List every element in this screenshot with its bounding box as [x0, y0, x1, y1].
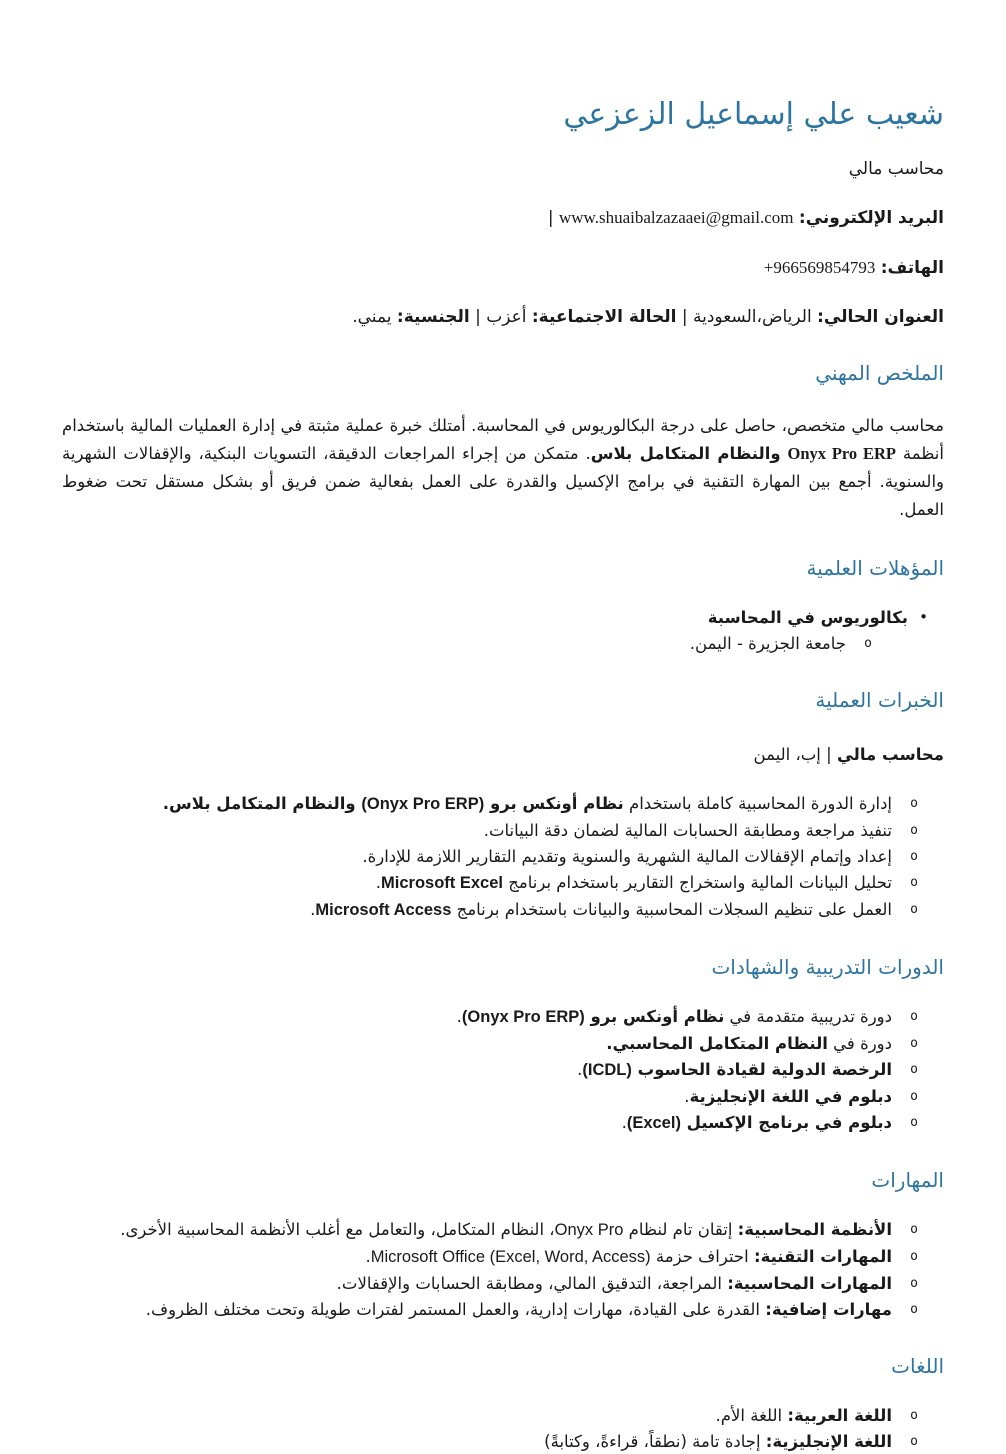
- skill-item-text: مهارات إضافية: القدرة على القيادة، مهارات إدارية، والعمل المستمر لفترات طويلة وتحت مختلف الظروف.: [145, 1299, 892, 1319]
- courses-list: [62, 1004, 944, 1136]
- experience-item-text: تنفيذ مراجعة ومطابقة الحسابات المالية لضمان دقة البيانات.: [483, 820, 892, 840]
- email-label: البريد الإلكتروني:: [798, 207, 944, 228]
- language-item-text: اللغة العربية: اللغة الأم.: [715, 1405, 892, 1425]
- list-item-degree: [62, 605, 930, 630]
- bullet-circle-marker: o: [910, 1061, 918, 1077]
- section-heading-languages: اللغات: [891, 1353, 944, 1378]
- marital-label: الحالة الاجتماعية:: [531, 307, 677, 328]
- nationality-value: يمني.: [352, 307, 392, 328]
- experience-item-text: تحليل البيانات المالية واستخراج التقارير باستخدام برنامج Microsoft Excel.: [375, 872, 892, 892]
- education-list: [62, 605, 944, 656]
- experience-item-text: إعداد وإتمام الإقفالات المالية الشهرية والسنوية وتقديم التقارير اللازمة للإدارة.: [362, 846, 892, 866]
- university-text: جامعة الجزيرة - اليمن.: [689, 634, 846, 654]
- bullet-circle-marker: o: [910, 901, 918, 917]
- skill-item-text: الأنظمة المحاسبية: إتقان تام لنظام Onyx Pro، النظام المتكامل، والتعامل مع أغلب الأنظمة المحاسبية الأخرى.: [120, 1219, 892, 1239]
- role-title: محاسب مالي: [836, 745, 944, 765]
- list-item: [62, 791, 922, 817]
- language-item-text: اللغة الإنجليزية: إجادة تامة (نطقاً، قراءةً، وكتابةً): [544, 1431, 892, 1451]
- address-label: العنوان الحالي:: [817, 307, 944, 328]
- email-separator: |: [547, 207, 554, 228]
- phone-value: +966569854793: [763, 257, 876, 277]
- email-value: www.shuaibalzazaaei@gmail.com: [559, 207, 794, 227]
- separator: |: [475, 307, 481, 328]
- bullet-circle-marker: o: [910, 1248, 918, 1264]
- bullet-circle-marker: o: [910, 1008, 918, 1024]
- list-item: [62, 844, 922, 869]
- list-item: [62, 1244, 922, 1270]
- languages-list: [62, 1403, 944, 1454]
- candidate-name: شعيب علي إسماعيل الزعزعي: [563, 97, 944, 132]
- separator: |: [681, 307, 688, 328]
- experience-role-line: [62, 743, 944, 766]
- bullet-disc-marker: •: [919, 608, 928, 627]
- section-heading-summary: الملخص المهني: [815, 361, 944, 386]
- summary-text: محاسب مالي متخصص، حاصل على درجة البكالوريوس في المحاسبة. أمتلك خبرة عملية مثبتة في إدارة العمليات المالية باستخدام أنظمة Onyx Pro ERP والنظام المتكامل بلاس. متمكن من إجراء المراجعات الدقيقة، التسويات البنكية، والإقفالات الشهرية والسنوية. أجمع بين المهارة التقنية في برامج الإكسيل والقدرة على العمل بفعالية ضمن فريق أو بشكل مستقل تحت ضغوط العمل.: [62, 416, 944, 520]
- skill-item-text: المهارات التقنية: احتراف حزمة Microsoft Office (Excel, Word, Access).: [365, 1246, 892, 1266]
- skill-item-text: المهارات المحاسبية: المراجعة، التدقيق المالي، ومطابقة الحسابات والإقفالات.: [336, 1273, 892, 1293]
- bullet-circle-marker: o: [910, 1088, 918, 1104]
- bullet-circle-marker: o: [910, 822, 918, 838]
- list-item-university: [62, 631, 876, 656]
- section-heading-skills: المهارات: [871, 1167, 944, 1192]
- list-item: [62, 1403, 922, 1428]
- nationality-label: الجنسية:: [396, 307, 470, 328]
- list-item: [62, 1084, 922, 1109]
- section-heading-courses: الدورات التدريبية والشهادات: [711, 954, 944, 979]
- phone-label: الهاتف:: [880, 257, 944, 278]
- course-item-text: دبلوم في اللغة الإنجليزية.: [684, 1086, 892, 1106]
- list-item: [62, 1110, 922, 1136]
- list-item: [62, 870, 922, 896]
- experience-list: [62, 791, 944, 923]
- section-heading-experience: الخبرات العملية: [815, 688, 944, 713]
- phone-line: [62, 257, 944, 280]
- address-line: [62, 306, 944, 329]
- list-item: [62, 1031, 922, 1056]
- list-item: [62, 1429, 922, 1454]
- degree-text: بكالوريوس في المحاسبة: [707, 608, 908, 628]
- bullet-circle-marker: o: [910, 1407, 918, 1423]
- list-item: [62, 1217, 922, 1243]
- experience-item-text: العمل على تنظيم السجلات المحاسبية والبيانات باستخدام برنامج Microsoft Access.: [310, 899, 892, 919]
- section-heading-education: المؤهلات العلمية: [806, 556, 944, 581]
- bullet-circle-marker: o: [910, 795, 918, 811]
- list-item: [62, 1004, 922, 1030]
- address-value: الرياض،السعودية: [693, 307, 812, 328]
- job-title: محاسب مالي: [848, 158, 944, 179]
- bullet-circle-marker: o: [910, 1275, 918, 1291]
- list-item: [62, 1057, 922, 1083]
- bullet-circle-marker: o: [910, 1114, 918, 1130]
- email-line: [62, 207, 944, 230]
- bullet-circle-marker: o: [910, 848, 918, 864]
- skills-list: [62, 1217, 944, 1322]
- list-item: [62, 897, 922, 923]
- course-item-text: دورة في النظام المتكامل المحاسبي.: [606, 1033, 892, 1053]
- experience-item-text: إدارة الدورة المحاسبية كاملة باستخدام نظام أونكس برو (Onyx Pro ERP) والنظام المتكامل بلاس.: [162, 793, 892, 813]
- list-item: [62, 818, 922, 843]
- course-item-text: دبلوم في برنامج الإكسيل (Excel).: [621, 1112, 892, 1132]
- bullet-circle-marker: o: [910, 1221, 918, 1237]
- bullet-circle-marker: o: [910, 1433, 918, 1449]
- role-location: | إب، اليمن: [753, 745, 832, 765]
- bullet-circle-marker: o: [910, 874, 918, 890]
- list-item: [62, 1297, 922, 1322]
- course-item-text: دورة تدريبية متقدمة في نظام أونكس برو (Onyx Pro ERP).: [456, 1006, 892, 1026]
- bullet-circle-marker: o: [910, 1035, 918, 1051]
- bullet-circle-marker: o: [910, 1301, 918, 1317]
- marital-value: أعزب: [486, 307, 527, 328]
- bullet-circle-marker: o: [864, 636, 872, 652]
- list-item: [62, 1271, 922, 1296]
- course-item-text: الرخصة الدولية لقيادة الحاسوب (ICDL).: [577, 1059, 892, 1079]
